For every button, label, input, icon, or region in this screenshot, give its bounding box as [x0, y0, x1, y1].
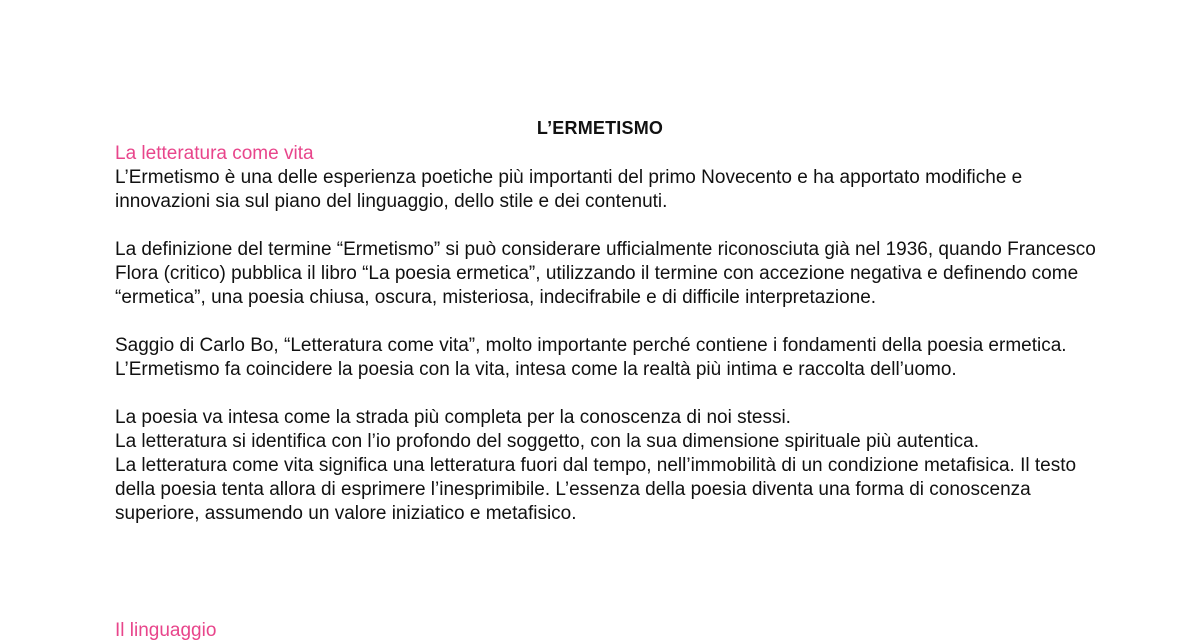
paragraph-carlo-bo: Saggio di Carlo Bo, “Letteratura come vita”, molto importante perché contiene i fondamenti della poesia ermetica. L’Ermetismo fa coincidere la poesia con la vita, intesa come la realtà più intima e raccolta dell’uomo. — [115, 335, 1067, 380]
next-section-heading: Il linguaggio — [115, 620, 217, 641]
paragraph-intro: L’Ermetismo è una delle esperienza poetiche più importanti del primo Novecento e ha apportato modifiche e innovazioni sia sul piano del linguaggio, dello stile e dei contenuti. — [115, 167, 1023, 212]
paragraph-letteratura-vita: La letteratura come vita significa una letteratura fuori dal tempo, nell’immobilità di un condizione metafisica. Il testo della poesia tenta allora di esprimere l’inesprimibile. L’essenza della poesia diventa una forma di conoscenza superiore, assumendo un valore iniziatico e metafisico. — [115, 455, 1077, 524]
paragraph-gap — [115, 214, 1115, 238]
paragraph-letteratura-io: La letteratura si identifica con l’io profondo del soggetto, con la sua dimensione spirituale più autentica. — [115, 431, 979, 452]
paragraph-gap — [115, 310, 1115, 334]
paragraph-poesia: La poesia va intesa come la strada più completa per la conoscenza di noi stessi. — [115, 407, 791, 428]
document-title: L’ERMETISMO — [536, 118, 664, 138]
document-body — [115, 142, 1115, 526]
paragraph-definition: La definizione del termine “Ermetismo” si può considerare ufficialmente riconosciuta già nel 1936, quando Francesco Flora (critico) pubblica il libro “La poesia ermetica”, utilizzando il termine con accezione negativa e definendo come “ermetica”, una poesia chiusa, oscura, misteriosa, indecifrabile e di difficile interpretazione. — [115, 239, 1096, 308]
section-heading: La letteratura come vita — [115, 143, 314, 164]
paragraph-gap — [115, 382, 1115, 406]
